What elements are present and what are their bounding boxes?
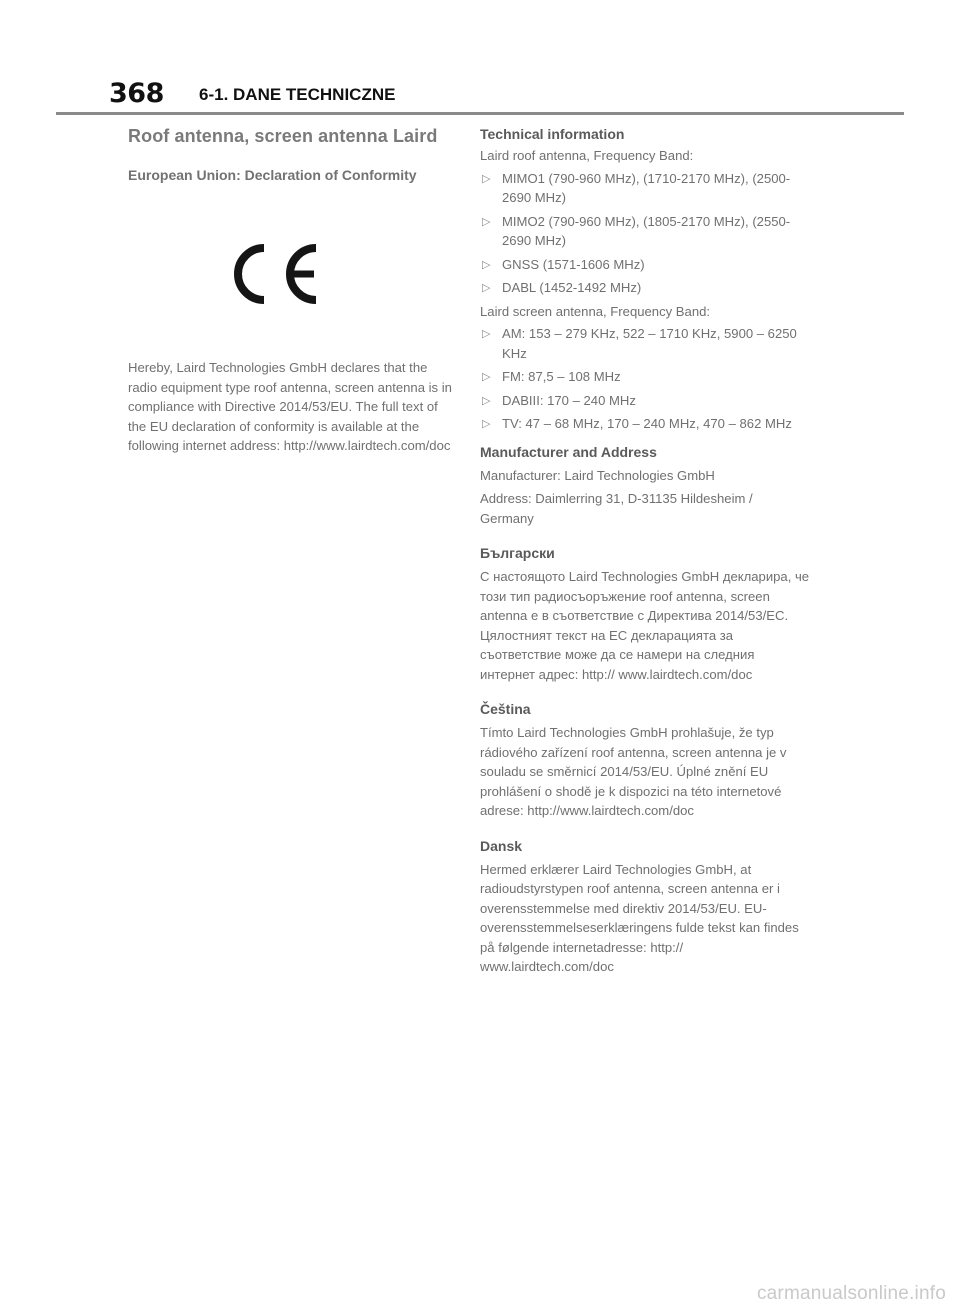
bulgarian-text: С настоящото Laird Technologies GmbH декларира, че този тип радиосъоръжение roof antenna, screen antenna е в съответствие с Директива 2014/53/ЕС. Цялостният текст на ЕС декларацията за съответствие може да се намери на следния интернет адрес: http:// www.lairdtech.com/doc: [480, 569, 810, 682]
left-column: [128, 124, 458, 456]
declaration-text: Hereby, Laird Technologies GmbH declares that the radio equipment type roof antenna, screen antenna is in compliance with Directive 2014/53/EU. The full text of the EU declaration of conformity is available at the following internet address: http://www.lairdtech.com/doc: [128, 360, 452, 453]
ce-mark-icon: [234, 242, 334, 306]
page-title: Roof antenna, screen antenna Laird: [128, 126, 438, 146]
list-item: ▷ MIMO1 (790-960 MHz), (1710-2170 MHz), (2500-2690 MHz): [482, 170, 791, 205]
triangle-bullet-icon: ▷: [482, 371, 491, 383]
roof-bands-list: [480, 169, 810, 298]
right-column: [480, 124, 810, 977]
declaration-subtitle: European Union: Declaration of Conformity: [128, 167, 417, 183]
list-item: ▷ AM: 153 – 279 KHz, 522 – 1710 KHz, 5900 – 6250 KHz: [482, 326, 797, 361]
roof-antenna-label: Laird roof antenna, Frequency Band:: [480, 148, 694, 163]
address-text: Address: Daimlerring 31, D-31135 Hildesheim / Germany: [480, 491, 753, 526]
triangle-bullet-icon: ▷: [482, 282, 491, 294]
list-item: ▷ TV: 47 – 68 MHz, 170 – 240 MHz, 470 – 862 MHz: [480, 414, 810, 434]
czech-text: Tímto Laird Technologies GmbH prohlašuje, že typ rádiového zařízení roof antenna, screen antenna je v souladu se směrnicí 2014/53/EU. Úplné znění EU prohlášení o shodě je k dispozici na této internetové adrese: http://www.lairdtech.com/doc: [480, 725, 787, 818]
list-item: ▷ DABL (1452-1492 MHz): [480, 278, 810, 298]
bulgarian-heading: Български: [480, 545, 555, 561]
triangle-bullet-icon: ▷: [482, 418, 491, 430]
triangle-bullet-icon: ▷: [482, 258, 491, 271]
header-divider: [56, 112, 904, 115]
manufacturer-heading: Manufacturer and Address: [480, 443, 657, 460]
list-item: ▷ DABIII: 170 – 240 MHz: [480, 391, 810, 411]
list-item: ▷ MIMO2 (790-960 MHz), (1805-2170 MHz), (2550-2690 MHz): [482, 213, 791, 248]
triangle-bullet-icon: ▷: [482, 394, 491, 407]
technical-info-heading: Technical information: [480, 126, 625, 142]
danish-text: Hermed erklærer Laird Technologies GmbH, at radioudstyrstypen roof antenna, screen antenna er i overensstemmelse med direktiv 2014/53/EU. EU-overensstemmelseserklæringens fulde tekst kan findes på følgende internetadresse: http:// www.lairdtech.com/doc: [480, 861, 799, 974]
page-number: 368: [109, 78, 164, 109]
triangle-bullet-icon: ▷: [482, 215, 491, 228]
list-item: ▷ GNSS (1571-1606 MHz): [480, 255, 810, 275]
watermark-text: carmanualsonline.info: [756, 1283, 946, 1304]
section-title: 6-1. DANE TECHNICZNE: [199, 85, 396, 104]
list-item: ▷ FM: 87,5 – 108 MHz: [480, 367, 810, 387]
screen-antenna-label: Laird screen antenna, Frequency Band:: [480, 303, 711, 319]
manufacturer-text: Manufacturer: Laird Technologies GmbH: [480, 467, 715, 483]
danish-heading: Dansk: [480, 837, 523, 854]
triangle-bullet-icon: ▷: [482, 328, 491, 340]
triangle-bullet-icon: ▷: [482, 172, 491, 185]
screen-bands-list: [480, 324, 810, 434]
czech-heading: Čeština: [480, 701, 531, 717]
